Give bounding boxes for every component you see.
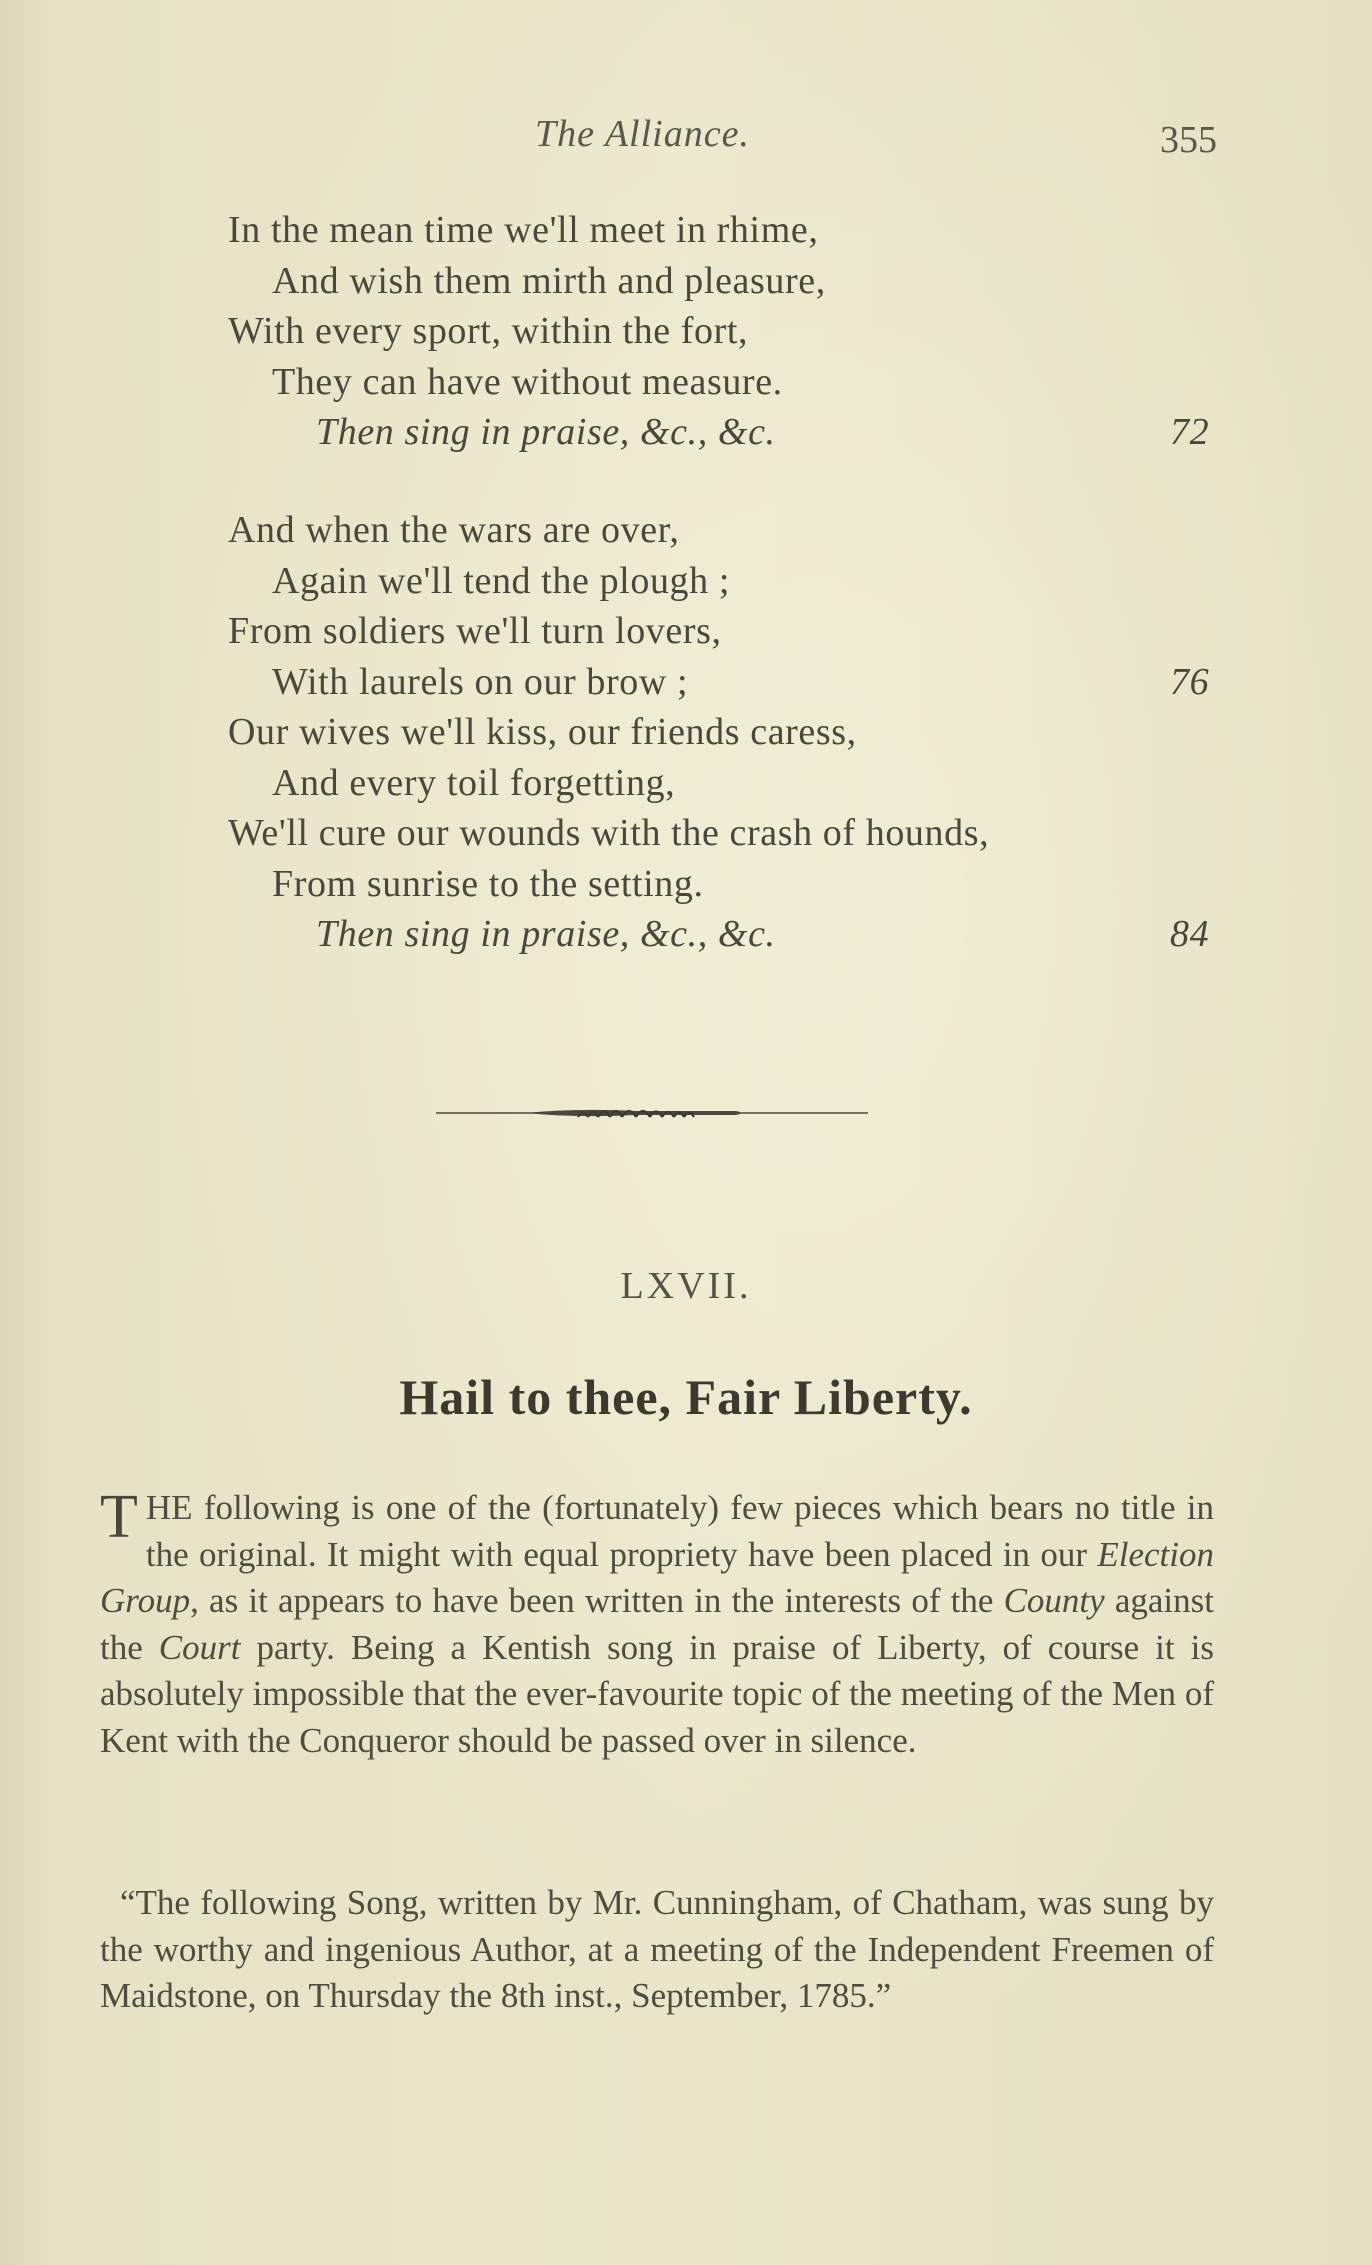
running-title: The Alliance. — [535, 113, 750, 155]
section-number: LXVII. — [620, 1265, 752, 1307]
quote-paragraph — [100, 1880, 1214, 2020]
stanza-2 — [228, 505, 1228, 960]
intro-text: HE following is one of the (fortunately) few pieces which bears no title in the original. It might with equal propriety have been placed in our — [145, 1488, 1214, 1574]
refrain-line — [228, 407, 1228, 458]
verse-text: With laurels on our brow ; — [272, 660, 689, 703]
running-head — [0, 112, 1372, 172]
verse-line: Again we'll tend the plough ; — [272, 559, 730, 602]
page-number: 355 — [1160, 119, 1217, 161]
song-title: Hail to thee, Fair Liberty. — [399, 1369, 973, 1425]
refrain-text: Then sing in praise, &c., &c. — [316, 913, 776, 955]
verse-line: From soldiers we'll turn lovers, — [228, 610, 722, 652]
intro-text: , as it appears to have been written in the interests of the — [190, 1581, 1004, 1620]
refrain-text: Then sing in praise, &c., &c. — [316, 411, 776, 453]
verse-line: In the mean time we'll meet in rhime, — [228, 209, 819, 251]
line-number: 84 — [1170, 913, 1210, 955]
intro-emphasis: County — [1003, 1581, 1105, 1620]
drop-cap: T — [100, 1483, 138, 1551]
verse-line: With every sport, within the fort, — [228, 310, 749, 352]
verse-line: And wish them mirth and pleasure, — [272, 259, 826, 302]
verse-line-numbered — [228, 657, 1228, 708]
intro-text: party. Being a Kentish song in praise of Liberty, of course it is absolutely impossible that the ever-favourite topic of the meeting of the Men of Kent with the Conqueror should be passed over in silence. — [100, 1627, 1214, 1760]
verse-line: From sunrise to the setting. — [272, 862, 704, 905]
verse-line: And when the wars are over, — [228, 509, 680, 551]
stanza-1 — [228, 205, 1228, 458]
verse-line: Our wives we'll kiss, our friends caress, — [228, 711, 857, 753]
intro-paragraph — [100, 1485, 1214, 1764]
verse-line: They can have without measure. — [272, 360, 783, 403]
refrain-line — [228, 909, 1228, 960]
line-number: 76 — [1170, 660, 1210, 703]
quote-text: “The following Song, written by Mr. Cunningham, of Chatham, was sung by the worthy and ingenious Author, at a meeting of the Independent Freemen of Maidstone, on Thursday the 8th inst., September, 1785.” — [100, 1883, 1214, 2015]
line-number: 72 — [1170, 411, 1210, 453]
intro-emphasis: Court — [158, 1627, 241, 1667]
intro-text: against the — [100, 1581, 1214, 1667]
verse-line: And every toil forgetting, — [272, 761, 676, 804]
verse-line: We'll cure our wounds with the crash of hounds, — [228, 812, 990, 854]
ornament-divider — [436, 1100, 868, 1126]
intro-emphasis: Election Group — [100, 1534, 1214, 1620]
